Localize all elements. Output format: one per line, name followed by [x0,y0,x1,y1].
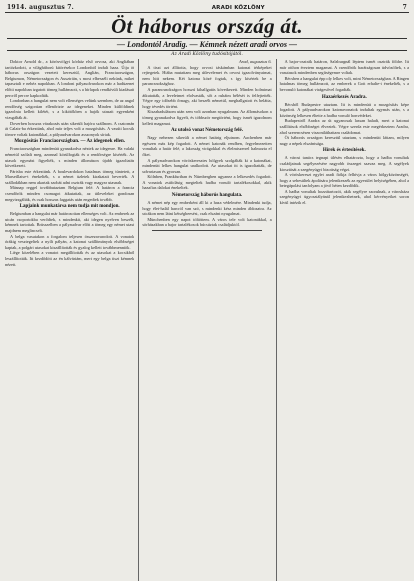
paragraph: Liège közelében a vonatot megállították és az utasokat a kocsikból leszállították. Itt kezdődött az én kálváriám, mert egy belga tiszt kémnek nézett. [5,250,135,267]
column-1 [5,59,134,581]
paragraph: Bécsből Budapestre utaztam. Itt is mindenütt a mozgósítás képe fogadott. A pályaudvarokon katonavonatok indultak egymás után, s a közönség lelkesen éltette a hadba vonuló honvédeket. [279,101,409,118]
paragraph: A hadba vonultak hozzátartozói, akik segélyre szorulnak, a városháza szegényügyi ügyosztályánál jelentkezhetnek, ahol kérvényeiket soron kívül intézik el. [279,188,409,206]
section-heading: Németország háborús hangulata. [171,193,243,199]
paragraph: A tiszt azt állította, hogy orvosi táskámban katonai térképeket rejtegetek. Hiába mutattam meg útlevelemet és orvosi igazolványaimat, nem hitt nekem. Két katona közé fogtak, s így kísértek be a parancsnoksághoz. [142,64,272,87]
paragraph: Doktor Arnold dr., a körösvölgyi kórház első orvosa, aki Angliában tartózkodott, a világháború kitörésekor Londonból indult haza. Útja öt háborus országon vezetett keresztül, Anglián, Franciaországon, Belgiumon, Németországon és Ausztrián, s most elbeszéli nekünk, miket tapasztalt e nehéz napokban. A londoni pályaudvarokon már a hadüzenet előtti napokban izgatott tömeg hullámzott, s a hírlapok rendkívüli kiadásait percről percre kapkodták. [5,59,135,98]
paragraph: Öt háborús országon keresztül utaztam, s mindenütt láttam, milyen nagy a népek elszántsága. [279,135,409,146]
subheadline: — Londontól Aradig. — Kémnek nézett aradi orvos — [7,38,407,51]
paragraph: Kiszabadulásom után sem volt azonban nyugalmam. Az állomásokon a tömeg gyanakodva figyelt, és többször megtörtént, hogy ismét igazolnom kellett magamat. [142,109,272,126]
column-2 [138,59,271,581]
section-heading: Az utolsó vonat Németország felé. [170,128,244,134]
issue-date: 1914. augusztus 7. [7,4,74,11]
dateline: Arad, augusztus 6. [238,59,272,64]
paragraph: Belgiumban a hangulat már határozottan ellenséges volt. Az emberek az utcán csoportokba verődtek, s mindenkit, aki idegen nyelven beszélt, kémnek tartottak. Brüsszelben a pályaudvar előtt a tömeg egy német utast majdnem meglincselt. [5,211,135,234]
headline: Öt háborus ország át. [111,14,303,38]
section-heading: Mozgósítás Franciaországban. — Az idegenek ellen. [14,139,125,145]
section-heading: Hazaérkezés Aradra. [321,94,367,100]
paragraph: A városi tanács tegnapi ülésén elhatározta, hogy a hadba vonultak családjainak segélyezésére nagyobb összeget szavaz meg. A segélyek kiosztását a szegényügyi bizottság végzi. [279,155,409,172]
paragraph: A parancsnokságon hosszú kihallgatás következett. Minden holmimat átkutatták, a leveleimet elolvasták, sőt a ruháim bélését is felfejtették. Végre egy idősebb őrnagy, aki beszélt németül, meghallgatott és belátta, hogy tévedés történt. [142,86,272,109]
paragraph: Kölnben, Frankfurtban és Nürnbergben ugyanez a lelkesedés fogadott. A vonatok zsúfolásig megteltek hadba vonuló tartalékosokkal, akik hazafias dalokat énekeltek. [142,174,272,191]
page-number: 7 [402,4,407,11]
article-columns [5,59,409,581]
section-heading: Hírek és értesítések. [322,148,366,154]
paragraph: Nagy nehezen sikerült a német határig eljutnom. Aachenben már egészen más kép fogadott. A német katonák rendben, fegyelmezetten vonultak a határ felé, a lakosság virágokkal és élelmiszerrel halmozta el őket. [142,135,272,157]
paragraph: A német nép egy emberként áll ki a haza védelmére. Mindenki tudja, hogy élet-halál harcról van szó, s mindenki kész minden áldozatra. Az utcákon nem látni kétségbeesést, csak elszánt nyugalmat. [142,200,272,217]
paper-name: ARADI KÖZLÖNY [211,5,265,11]
running-head [5,4,409,13]
paragraph: Franciaországban mindenütt gyanakodva néztek az idegenre. Ha valaki németül szólalt meg, azonnal körülfogták és a rendőrségre kísérték. Az utasok egymást figyelték, s minden állomáson újabb igazoltatás következett. [5,146,135,169]
section-heading: Lapjaink munkatársa nem tudja mit mondjon. [19,204,120,210]
paragraph: Bécsben a hangulat épp oly lelkes volt, mint Németországban. A Ringen hatalmas tömeg hullámzott, az emberek a Gott erhalte-t énekelték, s a bevonuló katonákat virágesővel fogadták. [279,75,409,92]
paragraph: Párisba este érkeztünk. A boulevardokon hatalmas tömeg tüntetett, a Marseillaise-t énekelték, s a német üzletek kirakatait beverték. A szállodákban nem akartak szobát adni osztrák vagy magyar utasnak. [5,168,135,185]
paragraph: Münchenben egy napot töltöttem. A város tele volt katonákkal, a sörházakban a bajor tartalékosok búcsúztak családjuktól. [142,216,272,228]
paragraph: Másnap reggel továbbutaztam Belgium felé. A határon a francia csendőrök minden csomagot átkutattak, az útleveleket gondosan megvizsgálták, és csak hosszas faggatás után engedtek tovább. [5,185,135,202]
byline: Az Aradi Közlöny tudósitójától. [171,52,243,57]
paragraph: Londonban a hangulat nem volt ellenséges velünk szemben, de az angol rendőrség szigorúan ellenőrizte az idegeneket. Minden külföldinek igazolnia kellett kilétét, s a kikötőkben a hajók utasait egyenként vizsgálták át. [5,98,135,120]
paragraph: Budapestről Aradra az út ugyancsak lassan haladt, mert a katonai szállítások elsőbbséget élveztek. Végre szerda este megérkeztem Aradra, ahol szerencsésen viszontláthattam családomat. [279,118,409,135]
newspaper-page [5,4,409,574]
paragraph: A vöröskereszt egylet aradi fiókja felhívja a város hölgyközönségét, hogy a sebesültek ápolására jelentkezzék az egyesület helyiségében, ahol a betegápolási tanfolyam a jövő héten kezdődik. [279,172,409,189]
column-3 [276,59,409,581]
paragraph: Doverben hosszas várakozás után sikerült hajóra szállnom. A csatornán át Calais-ba érkeztünk, ahol már teljes volt a mozgósítás. A vasúti kocsik tömve voltak katonákkal, a pályaudvarokon asszonyok sírtak. [5,120,135,137]
paragraph: A bajor-osztrák határon, Salzburgnál léptem ismét osztrák földre. Itt már otthon éreztem magamat. A csendőrök barátságosan üdvözöltek, s a vasutasok mindenben segítségemre voltak. [279,59,409,76]
divider [152,230,261,231]
paragraph: A belga vasutakon a forgalom teljesen összezavarodott. A vonatok órákig vesztegeltek a nyílt pályán, a katonai szállítmányok elsőbbséget kaptak, a polgári utasokat kiszállították és gyalog kellett továbbmenniök. [5,233,135,250]
paragraph: A pályaudvarokon vöröskeresztes hölgyek szolgálták ki a katonákat, mindenütt lelkes hangulat uralkodott. Az utasokat itt is igazoltatták, de udvariasan és gyorsan. [142,157,272,174]
